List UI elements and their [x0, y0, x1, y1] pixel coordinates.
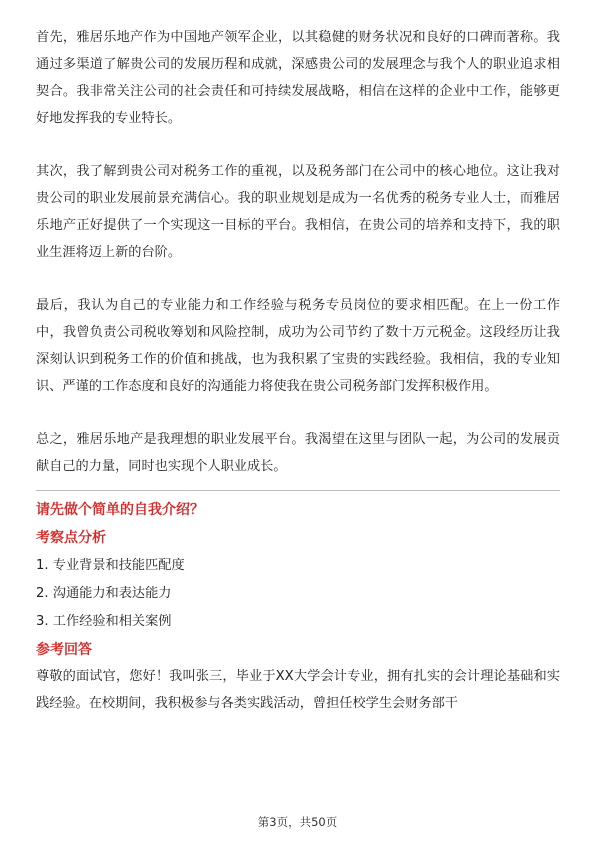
- page-footer: 第3页，共50页: [257, 815, 338, 829]
- analysis-item-2: 2. 沟通能力和表达能力: [36, 586, 172, 601]
- analysis-item-1: 1. 专业背景和技能匹配度: [36, 558, 185, 573]
- question-title: 请先做个简单的自我介绍？: [36, 502, 204, 518]
- section-divider: [36, 490, 560, 491]
- paragraph-1: 首先，雅居乐地产作为中国地产领军企业，以其稳健的财务状况和良好的口碑而著称。我通过多渠道了解贵公司的发展历程和成就，深感贵公司的发展理念与我个人的职业追求相契合。我非常关注公司的社会责任和可持续发展战略，相信在这样的企业中工作，能够更好地发挥我的专业特长。: [36, 30, 560, 126]
- answer-heading: 参考回答: [36, 642, 92, 658]
- analysis-item-3: 3. 工作经验和相关案例: [36, 614, 172, 629]
- paragraph-3: 最后，我认为自己的专业能力和工作经验与税务专员岗位的要求相匹配。在上一份工作中，我曾负责公司税收筹划和风险控制，成功为公司节约了数十万元税金。这段经历让我深刻认识到税务工作的价值和挑战，也为我积累了宝贵的实践经验。我相信，我的专业知识、严谨的工作态度和良好的沟通能力将使我在贵公司税务部门发挥积极作用。: [36, 298, 560, 394]
- document-body: [36, 24, 560, 717]
- analysis-heading: 考察点分析: [36, 530, 106, 546]
- paragraph-4: 总之，雅居乐地产是我理想的职业发展平台。我渴望在这里与团队一起，为公司的发展贡献自己的力量，同时也实现个人职业成长。: [36, 432, 560, 474]
- answer-text: 尊敬的面试官，您好！我叫张三，毕业于XX大学会计专业，拥有扎实的会计理论基础和实践经验。在校期间，我积极参与各类实践活动，曾担任校学生会财务部干: [36, 669, 560, 711]
- paragraph-2: 其次，我了解到贵公司对税务工作的重视，以及税务部门在公司中的核心地位。这让我对贵公司的职业发展前景充满信心。我的职业规划是成为一名优秀的税务专业人士，而雅居乐地产正好提供了一个实现这一目标的平台。我相信，在贵公司的培养和支持下，我的职业生涯将迈上新的台阶。: [36, 164, 560, 260]
